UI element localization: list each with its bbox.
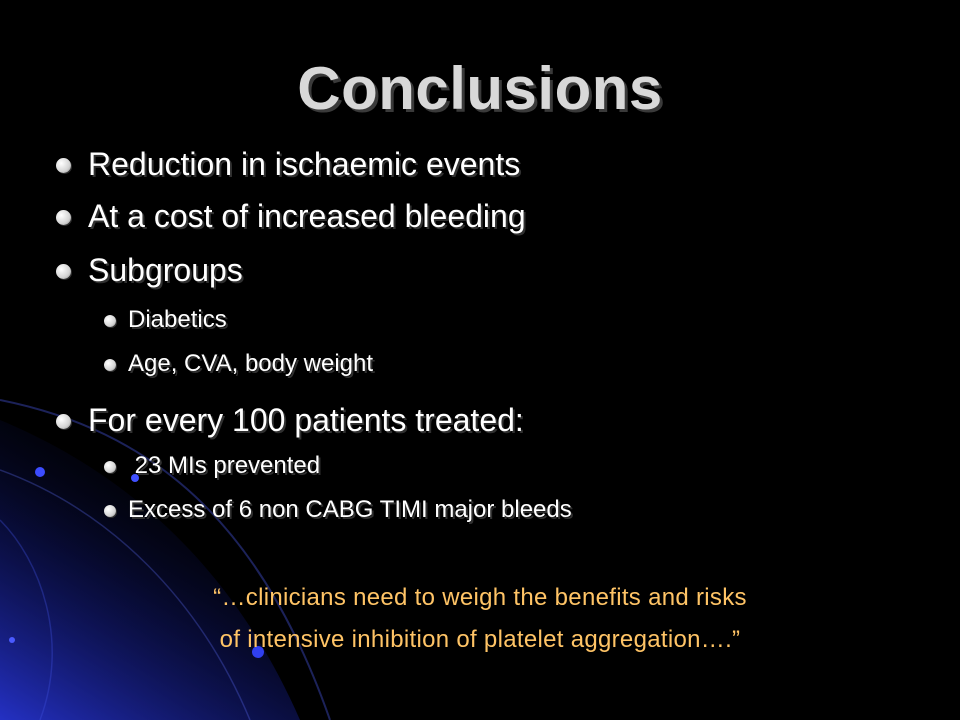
orb-1: [35, 467, 45, 477]
bullet-dot-icon: [104, 505, 116, 517]
quote-line-1: “…clinicians need to weigh the benefits and risks: [213, 584, 747, 611]
bullet-dot-icon: [56, 264, 71, 279]
bullet-dot-icon: [104, 359, 116, 371]
bullet-text: For every 100 patients treated:: [88, 402, 524, 438]
bullet-dot-icon: [56, 210, 71, 225]
bullet-dot-icon: [56, 158, 71, 173]
quote-line-2: of intensive inhibition of platelet aggregation….”: [219, 626, 741, 653]
bullet-dot-icon: [104, 315, 116, 327]
bullet-text: At a cost of increased bleeding: [88, 198, 526, 234]
bullet-text: Age, CVA, body weight: [128, 350, 374, 377]
bullet-dot-icon: [104, 461, 116, 473]
bullet-text: 23 MIs prevented: [128, 452, 321, 479]
slide-title: Conclusions: [297, 55, 663, 122]
bullet-text: Excess of 6 non CABG TIMI major bleeds: [128, 496, 572, 523]
bullet-text: Reduction in ischaemic events: [88, 146, 521, 182]
bullet-dot-icon: [56, 414, 71, 429]
bullet-text: Subgroups: [88, 252, 243, 288]
bullet-text: Diabetics: [128, 306, 227, 333]
